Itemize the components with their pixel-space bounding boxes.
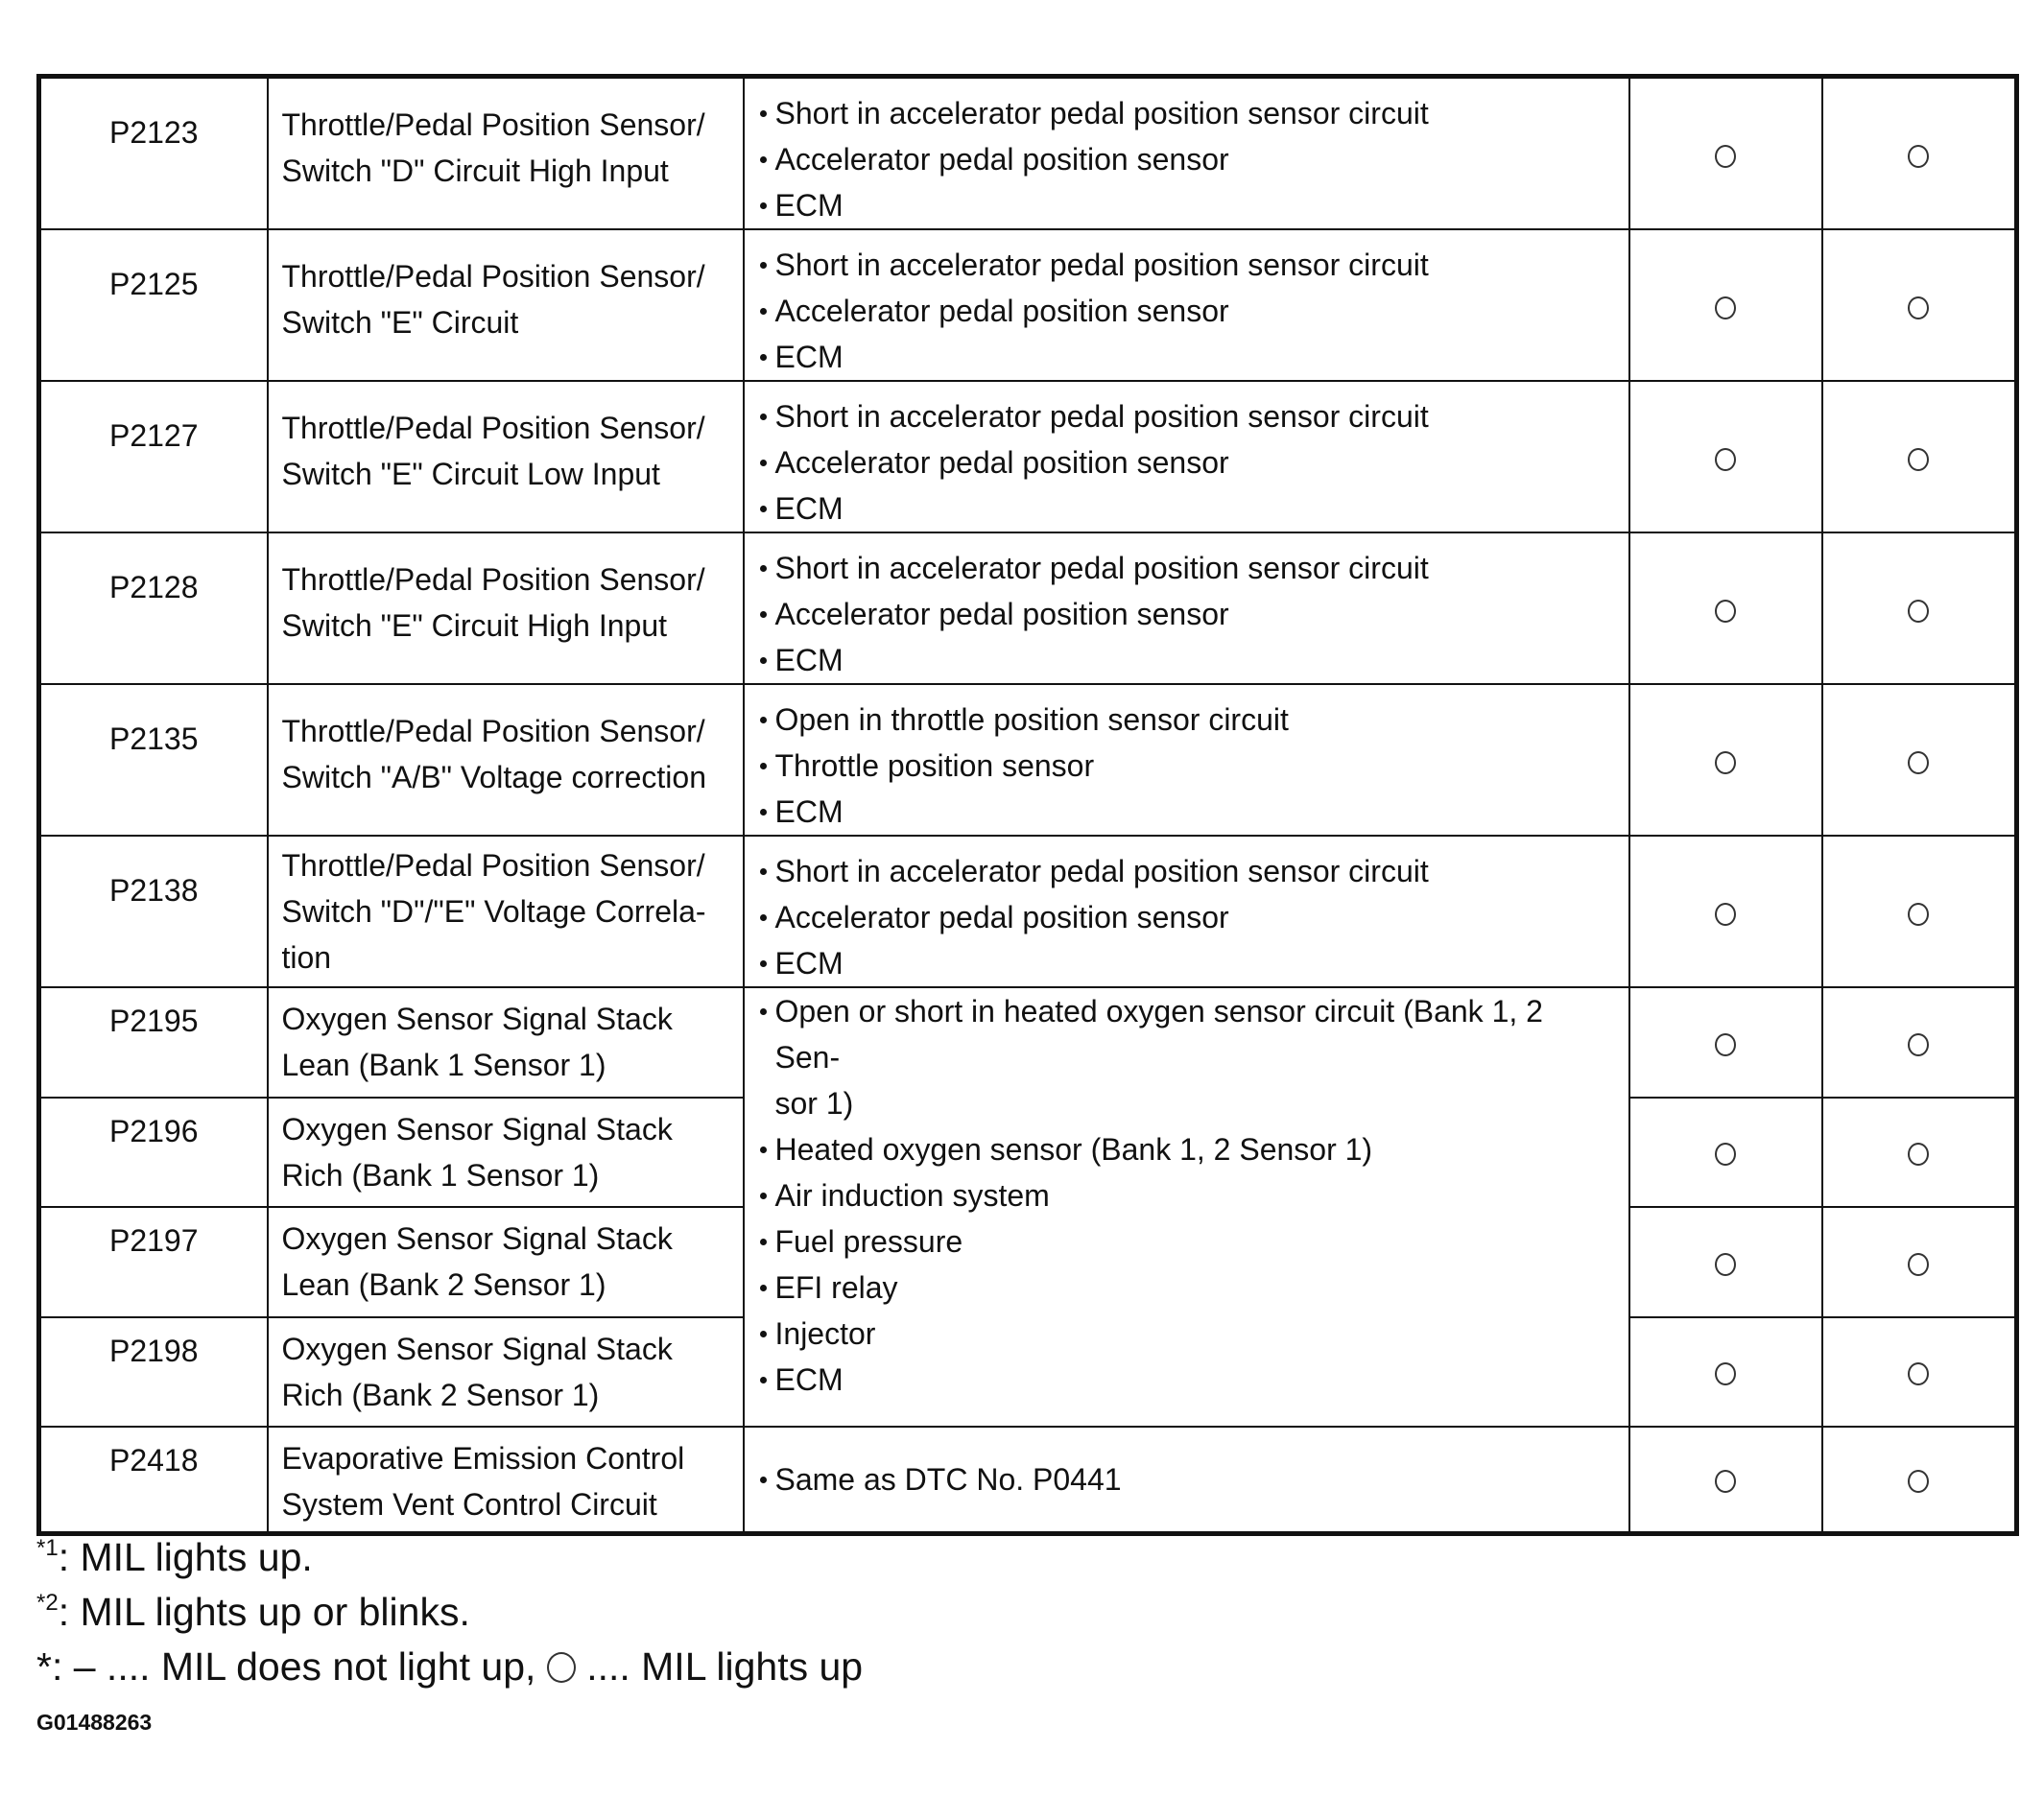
mil-on-circle-icon <box>1908 1253 1929 1276</box>
cause-item: Short in accelerator pedal position sensor circuit <box>758 848 1615 894</box>
mil-on-circle-icon <box>1715 600 1736 623</box>
mil-cell <box>1629 684 1822 836</box>
mil-on-circle-icon <box>1908 1362 1929 1385</box>
cause-item: ECM <box>758 637 1615 683</box>
cause-item: Short in accelerator pedal position sensor circuit <box>758 393 1615 439</box>
mil-cell <box>1629 1098 1822 1208</box>
dtc-code: P2125 <box>39 229 268 381</box>
memory-cell <box>1822 987 2017 1098</box>
mil-on-circle-icon <box>1908 1143 1929 1166</box>
memory-cell <box>1822 1207 2017 1317</box>
cause-item: Heated oxygen sensor (Bank 1, 2 Sensor 1) <box>758 1126 1615 1172</box>
cause-item: Same as DTC No. P0441 <box>758 1456 1615 1502</box>
dtc-description: Throttle/Pedal Position Sensor/ Switch "E" Circuit High Input <box>268 532 744 684</box>
memory-cell <box>1822 684 2017 836</box>
mil-cell <box>1629 836 1822 987</box>
cause-item: Fuel pressure <box>758 1218 1615 1265</box>
trouble-area <box>744 532 1629 684</box>
mil-on-circle-icon <box>1908 296 1929 319</box>
cause-item: Accelerator pedal position sensor <box>758 136 1615 182</box>
dtc-description: Throttle/Pedal Position Sensor/ Switch "E" Circuit <box>268 229 744 381</box>
mil-on-circle-icon <box>547 1652 576 1683</box>
dtc-description: Oxygen Sensor Signal Stack Rich (Bank 2 Sensor 1) <box>268 1317 744 1428</box>
mil-on-circle-icon <box>1908 600 1929 623</box>
mil-on-circle-icon <box>1715 448 1736 471</box>
trouble-area <box>744 987 1629 1427</box>
mil-cell <box>1629 1427 1822 1533</box>
dtc-code: P2135 <box>39 684 268 836</box>
mil-on-circle-icon <box>1715 1470 1736 1493</box>
table-row <box>39 987 2017 1098</box>
cause-item: Air induction system <box>758 1172 1615 1218</box>
mil-on-circle-icon <box>1715 145 1736 168</box>
cause-item: Short in accelerator pedal position sensor circuit <box>758 545 1615 591</box>
mil-cell <box>1629 1317 1822 1428</box>
mil-cell <box>1629 1207 1822 1317</box>
cause-item: Accelerator pedal position sensor <box>758 288 1615 334</box>
trouble-area <box>744 1427 1629 1533</box>
cause-item: EFI relay <box>758 1265 1615 1311</box>
mil-cell <box>1629 77 1822 230</box>
trouble-area <box>744 381 1629 532</box>
mil-cell <box>1629 381 1822 532</box>
cause-item: ECM <box>758 334 1615 380</box>
mil-on-circle-icon <box>1908 751 1929 774</box>
dtc-description: Oxygen Sensor Signal Stack Lean (Bank 1 Sensor 1) <box>268 987 744 1098</box>
table-row <box>39 532 2017 684</box>
dtc-code: P2123 <box>39 77 268 230</box>
mil-on-circle-icon <box>1715 1253 1736 1276</box>
dtc-code: P2198 <box>39 1317 268 1428</box>
table-row <box>39 684 2017 836</box>
cause-item: ECM <box>758 485 1615 532</box>
dtc-code: P2197 <box>39 1207 268 1317</box>
dtc-code: P2195 <box>39 987 268 1098</box>
trouble-area <box>744 836 1629 987</box>
memory-cell <box>1822 532 2017 684</box>
dtc-code: P2418 <box>39 1427 268 1533</box>
mil-on-circle-icon <box>1715 1143 1736 1166</box>
mil-cell <box>1629 532 1822 684</box>
table-row <box>39 836 2017 987</box>
footnote-1: $^{*1}$: MIL lights up. <box>36 1535 313 1579</box>
memory-cell <box>1822 1098 2017 1208</box>
table-row <box>39 77 2017 230</box>
memory-cell <box>1822 77 2017 230</box>
cause-item: Open or short in heated oxygen sensor circuit (Bank 1, 2 Sen- <box>758 988 1615 1080</box>
dtc-description: Throttle/Pedal Position Sensor/ Switch "A/B" Voltage correction <box>268 684 744 836</box>
dtc-code: P2128 <box>39 532 268 684</box>
dtc-description: Throttle/Pedal Position Sensor/ Switch "D" Circuit High Input <box>268 77 744 230</box>
mil-on-circle-icon <box>1908 145 1929 168</box>
cause-item: Injector <box>758 1311 1615 1357</box>
figure-id: G01488263 <box>36 1710 153 1735</box>
mil-cell <box>1629 987 1822 1098</box>
memory-cell <box>1822 1427 2017 1533</box>
dtc-description: Evaporative Emission Control System Vent Control Circuit <box>268 1427 744 1533</box>
mil-on-circle-icon <box>1715 1362 1736 1385</box>
cause-item: Open in throttle position sensor circuit <box>758 697 1615 743</box>
dtc-description: Oxygen Sensor Signal Stack Lean (Bank 2 Sensor 1) <box>268 1207 744 1317</box>
cause-item: ECM <box>758 182 1615 228</box>
cause-item: Short in accelerator pedal position sensor circuit <box>758 242 1615 288</box>
cause-item: Throttle position sensor <box>758 743 1615 789</box>
mil-cell <box>1629 229 1822 381</box>
cause-item: Accelerator pedal position sensor <box>758 439 1615 485</box>
dtc-code: P2196 <box>39 1098 268 1208</box>
mil-on-circle-icon <box>1715 296 1736 319</box>
dtc-code: P2138 <box>39 836 268 987</box>
cause-item-continuation: sor 1) <box>774 1086 854 1121</box>
dtc-description: Throttle/Pedal Position Sensor/ Switch "D"/"E" Voltage Correla- tion <box>268 836 744 987</box>
table-row <box>39 381 2017 532</box>
table-row <box>39 229 2017 381</box>
cause-item: ECM <box>758 940 1615 986</box>
mil-on-circle-icon <box>1908 1470 1929 1493</box>
cause-item: Short in accelerator pedal position sensor circuit <box>758 90 1615 136</box>
cause-item: Accelerator pedal position sensor <box>758 894 1615 940</box>
legend-note: *: – .... MIL does not light up, .... MIL lights up <box>36 1644 864 1689</box>
mil-on-circle-icon <box>1908 903 1929 926</box>
table-row <box>39 1427 2017 1533</box>
mil-on-circle-icon <box>1908 448 1929 471</box>
dtc-table <box>36 74 2019 1536</box>
dtc-code: P2127 <box>39 381 268 532</box>
cause-item: ECM <box>758 789 1615 835</box>
footnote-2: $^{*2}$: MIL lights up or blinks. <box>36 1590 470 1634</box>
cause-item: Accelerator pedal position sensor <box>758 591 1615 637</box>
dtc-description: Throttle/Pedal Position Sensor/ Switch "E" Circuit Low Input <box>268 381 744 532</box>
trouble-area <box>744 684 1629 836</box>
dtc-description: Oxygen Sensor Signal Stack Rich (Bank 1 Sensor 1) <box>268 1098 744 1208</box>
trouble-area <box>744 229 1629 381</box>
mil-on-circle-icon <box>1715 751 1736 774</box>
memory-cell <box>1822 229 2017 381</box>
memory-cell <box>1822 1317 2017 1428</box>
memory-cell <box>1822 836 2017 987</box>
mil-on-circle-icon <box>1715 903 1736 926</box>
cause-item: ECM <box>758 1357 1615 1403</box>
memory-cell <box>1822 381 2017 532</box>
mil-on-circle-icon <box>1908 1033 1929 1056</box>
trouble-area <box>744 77 1629 230</box>
mil-on-circle-icon <box>1715 1033 1736 1056</box>
